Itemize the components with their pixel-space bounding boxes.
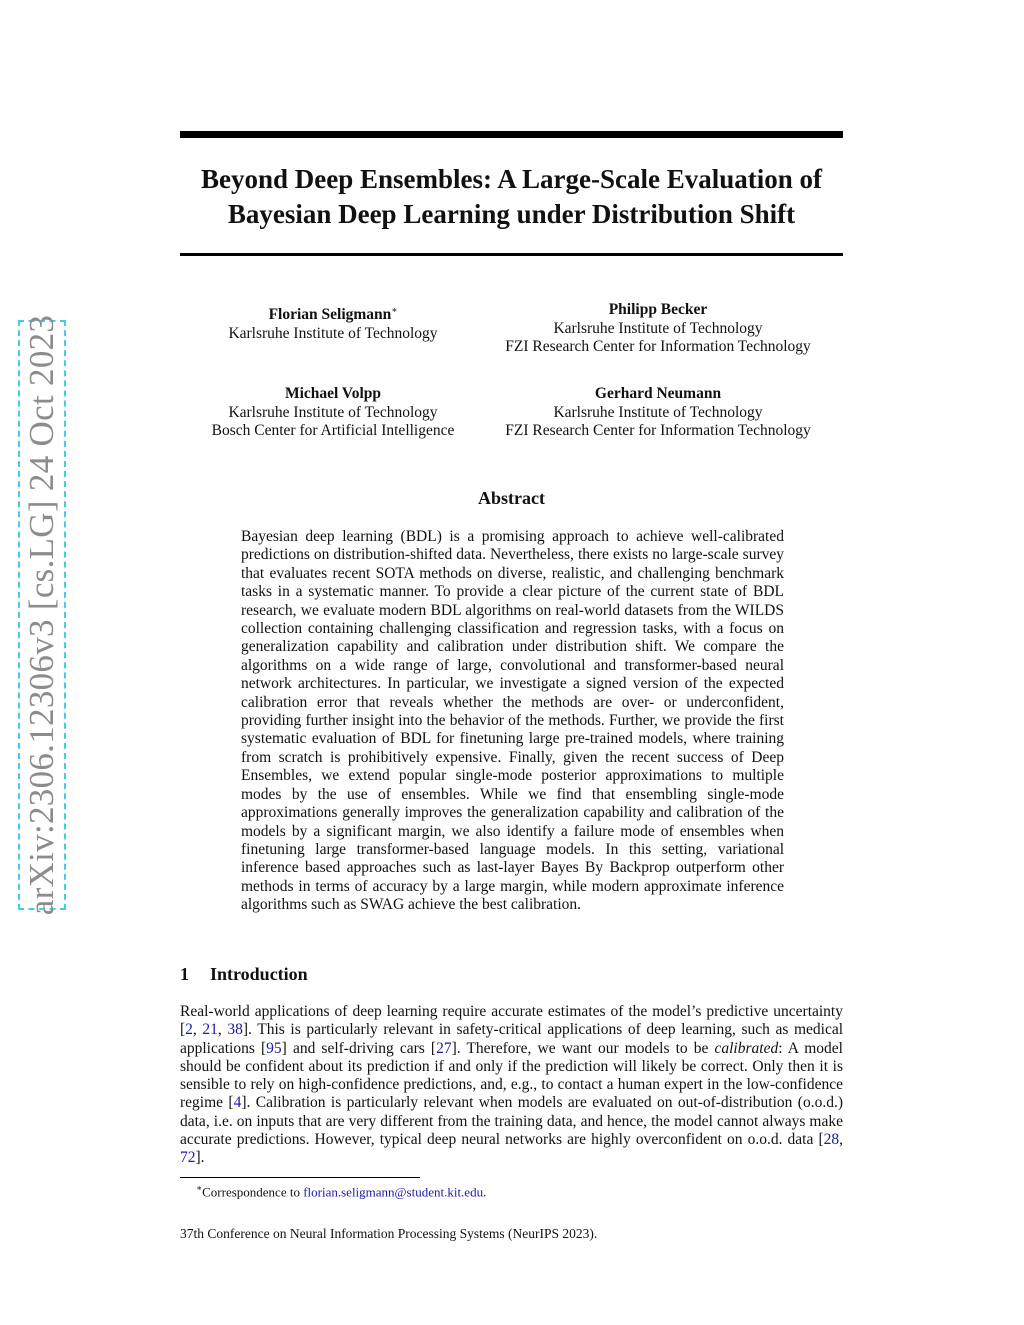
- email-link[interactable]: florian.seligmann@student.kit.edu: [303, 1184, 484, 1200]
- section-number: 1: [180, 964, 189, 984]
- citation-link[interactable]: 4: [233, 1094, 242, 1112]
- citation-link[interactable]: 95: [266, 1039, 282, 1057]
- text-run: ].: [195, 1149, 205, 1167]
- section-heading: [180, 962, 843, 986]
- text-run: ,: [217, 1021, 228, 1039]
- author-name: Michael Volpp: [284, 385, 382, 402]
- footnote-text: Correspondence to: [202, 1184, 304, 1200]
- section-title: Introduction: [210, 964, 308, 984]
- author-block: [192, 301, 474, 343]
- author-affiliation: Bosch Center for Artificial Intelligence: [211, 422, 455, 439]
- arxiv-identifier-stamp[interactable]: [18, 314, 66, 916]
- author-block: [478, 301, 838, 357]
- venue-note: 37th Conference on Neural Information Processing Systems (NeurIPS 2023).: [180, 1226, 598, 1241]
- author-affiliation: FZI Research Center for Information Technology: [505, 338, 811, 355]
- introduction-paragraph: [180, 1003, 843, 1168]
- citation-link[interactable]: 28: [823, 1131, 840, 1149]
- author-affiliation: FZI Research Center for Information Technology: [505, 422, 811, 439]
- author-affiliation: Karlsruhe Institute of Technology: [553, 403, 763, 421]
- text-run: ,: [839, 1131, 843, 1149]
- title-top-rule: [180, 131, 843, 138]
- title-bottom-rule: [180, 253, 843, 256]
- author-name: Florian Seligmann: [268, 306, 392, 324]
- author-name: Philipp Becker: [608, 301, 708, 318]
- author-block: [478, 385, 838, 441]
- author-affiliation: Karlsruhe Institute of Technology: [228, 403, 438, 421]
- author-affiliation: Karlsruhe Institute of Technology: [553, 319, 763, 337]
- text-run: ]. Therefore, we want our models to be: [451, 1039, 715, 1057]
- footnote-rule: [180, 1177, 420, 1178]
- footnote: [196, 1180, 836, 1200]
- footnote-mark: ∗: [196, 1183, 203, 1193]
- abstract-text: Bayesian deep learning (BDL) is a promising approach to achieve well-calibrated predictions on distribution-shifted data. Nevertheless, there exists no large-scale survey that evaluates recent SOTA methods on diverse, realistic, and challenging benchmark tasks in a systematic manner. To provide a clear picture of the current state of BDL research, we evaluate modern BDL algorithms on real-world datasets from the WILDS collection containing challenging classification and regression tasks, with a focus on generalization capability and calibration under distribution shift. We compare the algorithms on a wide range of large, convolutional and transformer-based neural network architectures. In particular, we investigate a signed version of the expected calibration error that reveals whether the methods are over- or underconfident, providing further insight into the behavior of the methods. Further, we provide the first systematic evaluation of BDL for finetuning large pre-trained models, where training from scratch is prohibitively expensive. Finally, given the recent success of Deep Ensembles, we extend popular single-mode posterior approximations to multiple modes by the use of ensembles. While we find that ensembling single-mode approximations generally improves the generalization capability and calibration of the models by a significant margin, we also identify a failure mode of ensembles when finetuning large transformer-based language models. In this setting, variational inference based approaches such as last-layer Bayes By Backprop outperform other methods in terms of accuracy by a large margin, while modern approximate inference algorithms such as SWAG achieve the best calibration.: [241, 528, 784, 914]
- citation-link[interactable]: 21: [202, 1021, 218, 1039]
- text-run: Real-world applications of deep learning require accurate estimates of the model’s predictive uncertainty [: [180, 1003, 843, 1039]
- paper-title: Beyond Deep Ensembles: A Large-Scale Evaluation of Bayesian Deep Learning under Distribution Shift: [200, 164, 822, 229]
- arxiv-identifier-text: arXiv:2306.12306v3 [cs.LG] 24 Oct 2023: [22, 314, 61, 916]
- text-run: ,: [192, 1021, 203, 1039]
- citation-link[interactable]: 38: [227, 1021, 243, 1039]
- text-run: ]. This is particularly relevant in safety-critical applications of deep learning, such as medical applications [: [180, 1021, 844, 1057]
- footnote-end: .: [483, 1184, 487, 1200]
- abstract-heading: Abstract: [478, 488, 545, 508]
- text-run: ] and self-driving cars [: [281, 1039, 437, 1057]
- citation-link[interactable]: 72: [180, 1149, 196, 1167]
- author-affiliation: Karlsruhe Institute of Technology: [228, 324, 438, 342]
- citation-link[interactable]: 2: [185, 1021, 193, 1039]
- citation-link[interactable]: 27: [436, 1039, 452, 1057]
- text-run: ]. Calibration is particularly relevant when models are evaluated on out-of-distribution (o.o.d.) data, i.e. on inputs that are very different from the training data, and hence, the model cannot always make accurate predictions. However, typical deep neural networks are highly overconfident on o.o.d. data [: [180, 1094, 843, 1149]
- author-name: Gerhard Neumann: [594, 385, 722, 402]
- author-footnote-mark: ∗: [391, 305, 398, 315]
- author-block: [192, 385, 474, 441]
- text-run: : A model should be confident about its prediction if and only if the prediction will likely be correct. Only then it is sensible to rely on high-confidence predictions, and, e.g., to contact a human expert in the low-confidence regime [: [180, 1039, 843, 1112]
- emphasis-text: calibrated: [714, 1039, 779, 1057]
